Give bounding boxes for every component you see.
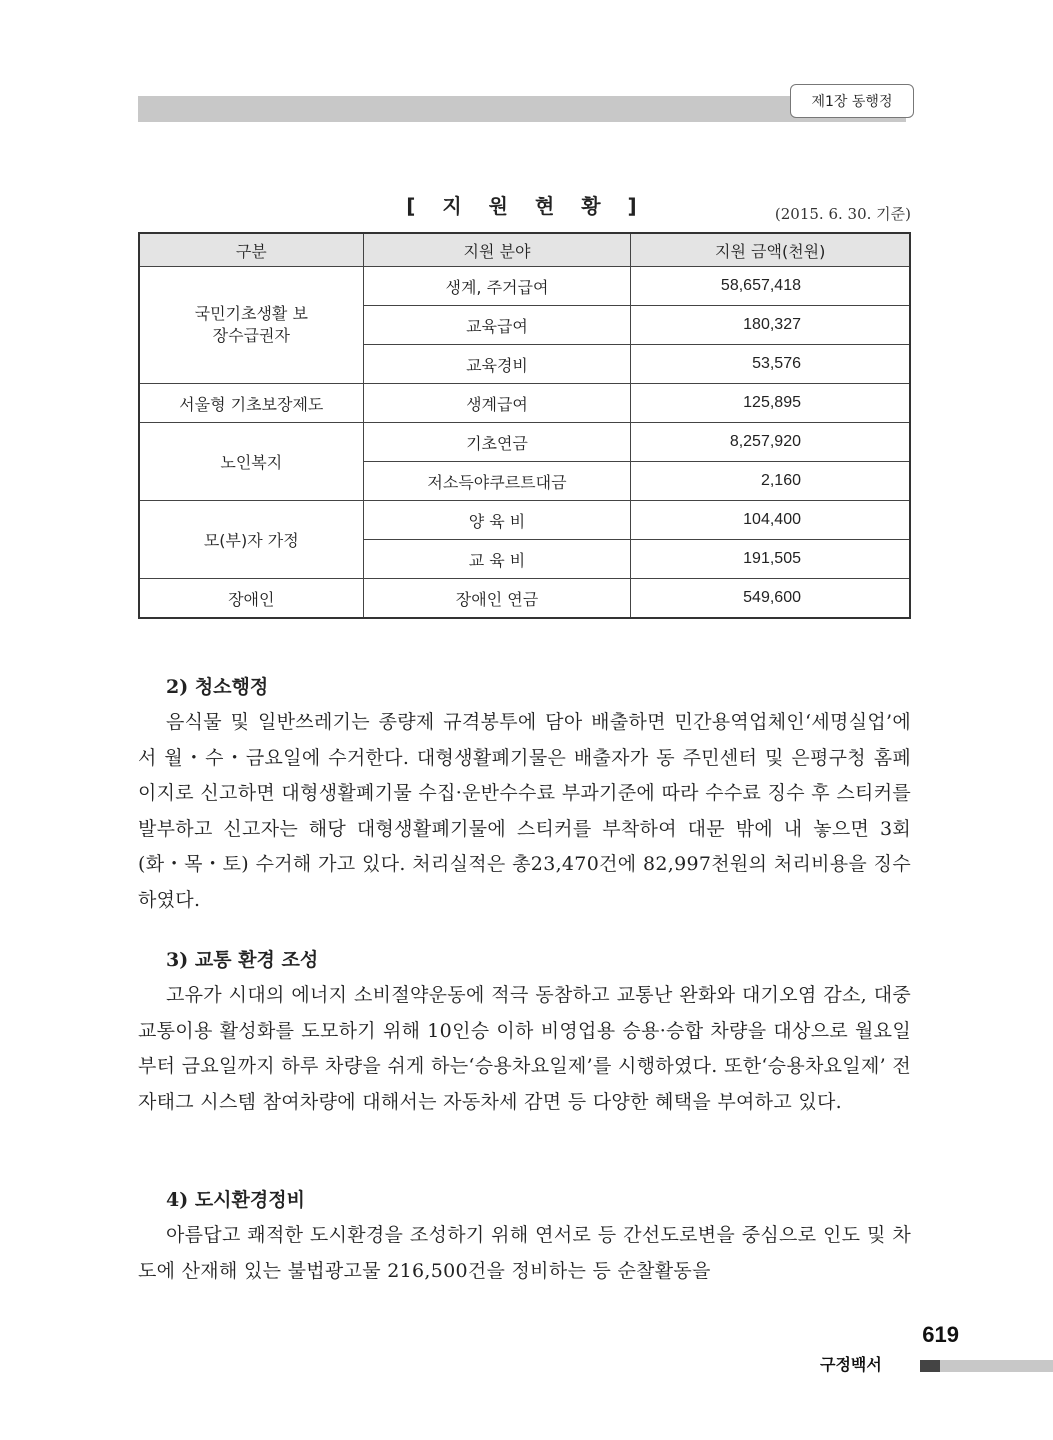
field-cell: 교 육 비	[363, 540, 631, 579]
book-title: 구정백서	[820, 1355, 882, 1374]
header-field: 지원 분야	[363, 233, 631, 267]
field-cell: 저소득야쿠르트대금	[363, 462, 631, 501]
header-amount: 지원 금액(천원)	[631, 233, 910, 267]
table-row	[139, 423, 910, 462]
table-date: (2015. 6. 30. 기준)	[774, 205, 911, 223]
footer-bar	[940, 1360, 1053, 1372]
category-cell: 장애인	[139, 579, 363, 619]
section-cleaning	[138, 672, 911, 918]
table-title: [ 지 원 현 황 ]	[406, 194, 647, 218]
amount-cell: 58,657,418	[631, 267, 910, 306]
amount-cell: 180,327	[631, 306, 910, 345]
amount-cell: 125,895	[631, 384, 910, 423]
support-table	[138, 232, 911, 619]
chapter-tab: 제1장 동행정	[790, 84, 914, 118]
field-cell: 양 육 비	[363, 501, 631, 540]
table-row	[139, 384, 910, 423]
table-row	[139, 501, 910, 540]
category-cell: 서울형 기초보장제도	[139, 384, 363, 423]
amount-cell: 53,576	[631, 345, 910, 384]
amount-cell: 2,160	[631, 462, 910, 501]
table-header-row	[139, 233, 910, 267]
section-body: 음식물 및 일반쓰레기는 종량제 규격봉투에 담아 배출하면 민간용역업체인‘세명실업’에서 월・수・금요일에 수거한다. 대형생활폐기물은 배출자가 동 주민센터 및 은평구청 홈페이지로 신고하면 대형생활폐기물 수집·운반수수료 부과기준에 따라 수수료 징수 후 스티커를 발부하고 신고자는 해당 대형생활폐기물에 스티커를 부착하여 대문 밖에 내 놓으면 3회(화・목・토) 수거해 가고 있다. 처리실적은 총23,470건에 82,997천원의 처리비용을 징수하였다.	[138, 711, 911, 911]
table-row	[139, 579, 910, 619]
footer-accent	[920, 1360, 940, 1372]
category-cell: 모(부)자 가정	[139, 501, 363, 579]
field-cell: 장애인 연금	[363, 579, 631, 619]
section-heading: 3) 교통 환경 조성	[166, 949, 319, 971]
amount-cell: 191,505	[631, 540, 910, 579]
amount-cell: 549,600	[631, 579, 910, 619]
category-cell: 국민기초생활 보장수급권자	[139, 267, 363, 384]
section-body: 아름답고 쾌적한 도시환경을 조성하기 위해 연서로 등 간선도로변을 중심으로 인도 및 차도에 산재해 있는 불법광고물 216,500건을 정비하는 등 순찰활동을	[138, 1224, 911, 1282]
section-urban	[138, 1185, 911, 1289]
amount-cell: 104,400	[631, 501, 910, 540]
field-cell: 기초연금	[363, 423, 631, 462]
section-heading: 4) 도시환경정비	[166, 1189, 305, 1211]
header-category: 구분	[139, 233, 363, 267]
category-cell: 노인복지	[139, 423, 363, 501]
section-traffic	[138, 945, 911, 1120]
page-number: 619	[922, 1322, 959, 1347]
section-body: 고유가 시대의 에너지 소비절약운동에 적극 동참하고 교통난 완화와 대기오염 감소, 대중교통이용 활성화를 도모하기 위해 10인승 이하 비영업용 승용·승합 차량을 대상으로 월요일부터 금요일까지 하루 차량을 쉬게 하는‘승용차요일제’를 시행하였다. 또한‘승용차요일제’ 전자태그 시스템 참여차량에 대해서는 자동차세 감면 등 다양한 혜택을 부여하고 있다.	[138, 984, 911, 1113]
field-cell: 생계, 주거급여	[363, 267, 631, 306]
field-cell: 교육급여	[363, 306, 631, 345]
field-cell: 생계급여	[363, 384, 631, 423]
field-cell: 교육경비	[363, 345, 631, 384]
table-row	[139, 267, 910, 306]
section-heading: 2) 청소행정	[166, 676, 269, 698]
amount-cell: 8,257,920	[631, 423, 910, 462]
